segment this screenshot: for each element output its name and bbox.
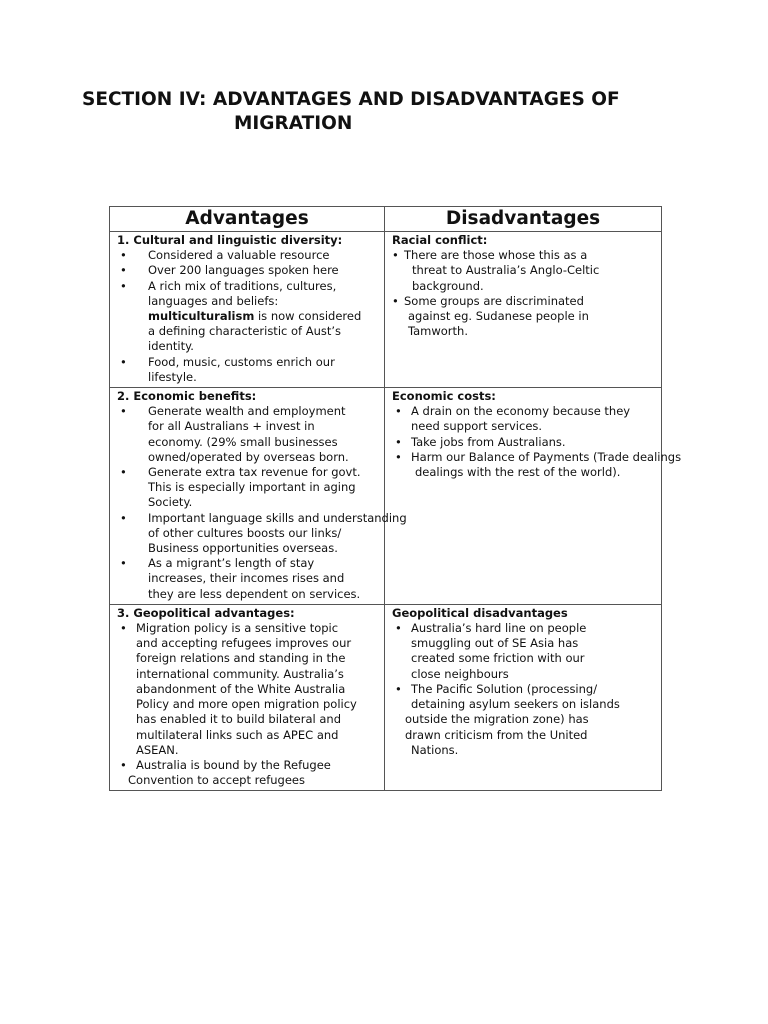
list-item: • Considered a valuable resource [117,248,380,263]
list-item: • As a migrant’s length of stay increases, their incomes rises and they are less dependent on services. [117,556,380,602]
table-row [110,604,662,790]
bullet-list [392,621,657,758]
advantages-disadvantages-table [109,206,682,791]
list-item: • Some groups are discriminated against eg. Sudanese people in Tamworth. [392,294,657,340]
bullet-list [117,404,407,602]
list-item: • Migration policy is a sensitive topic and accepting refugees improves our foreign relations and standing in the international community. Australia’s abandonment of the White Australia Policy and more open migration policy has enabled it to build bilateral and multilateral links such as APEC and ASEAN. [117,621,380,758]
list-item: • Food, music, customs enrich our lifestyle. [117,355,380,385]
list-item: • Australia is bound by the Refugee Convention to accept refugees [117,758,380,788]
bullet-list [392,404,682,480]
list-item: • Generate extra tax revenue for govt. This is especially important in aging Society. [117,465,380,511]
header-advantages: Advantages [110,207,385,232]
advantages-cell [110,388,407,605]
cell-heading: 3. Geopolitical advantages: [117,605,295,620]
advantages-cell [110,232,385,388]
bold-term: multiculturalism [148,309,255,324]
bullet-list [392,248,657,339]
page-title [82,88,722,136]
list-item: • Important language skills and understanding of other cultures boosts our links/ Business opportunities overseas. [117,511,380,557]
disadvantages-cell [385,388,682,605]
bullet-list [117,621,380,788]
table-header-row [110,207,662,232]
table-row [110,388,662,605]
bullet-list [117,248,380,385]
cell-heading: 2. Economic benefits: [117,389,257,404]
cell-heading: Economic costs: [392,389,496,404]
header-disadvantages: Disadvantages [385,207,662,232]
list-item: • A rich mix of traditions, cultures, languages and beliefs: multiculturalism is now considered a defining characteristic of Aust’s identity. [117,279,380,355]
table-row [110,232,662,388]
list-item: • Harm our Balance of Payments (Trade dealings dealings with the rest of the world). [392,450,657,480]
advantages-cell [110,604,385,790]
cell-heading: Racial conflict: [392,233,488,247]
list-item: • A drain on the economy because they need support services. [392,404,657,434]
list-item: • The Pacific Solution (processing/ detaining asylum seekers on islands outside the migration zone) has drawn criticism from the United Nations. [392,682,657,758]
list-item: • Generate wealth and employment for all Australians + invest in economy. (29% small businesses owned/operated by overseas born. [117,404,380,465]
cell-heading: Geopolitical disadvantages [392,605,568,620]
cell-heading: 1. Cultural and linguistic diversity: [117,233,343,247]
disadvantages-cell [385,604,662,790]
list-item: • Australia’s hard line on people smuggling out of SE Asia has created some friction with our close neighbours [392,621,657,682]
list-item: • There are those whose this as a threat to Australia’s Anglo-Celtic background. [392,248,657,294]
list-item: • Take jobs from Australians. [392,435,657,450]
list-item: • Over 200 languages spoken here [117,263,380,278]
title-line-2: MIGRATION [234,113,353,134]
disadvantages-cell [385,232,662,388]
title-line-1: SECTION IV: ADVANTAGES AND DISADVANTAGES OF [82,89,620,110]
